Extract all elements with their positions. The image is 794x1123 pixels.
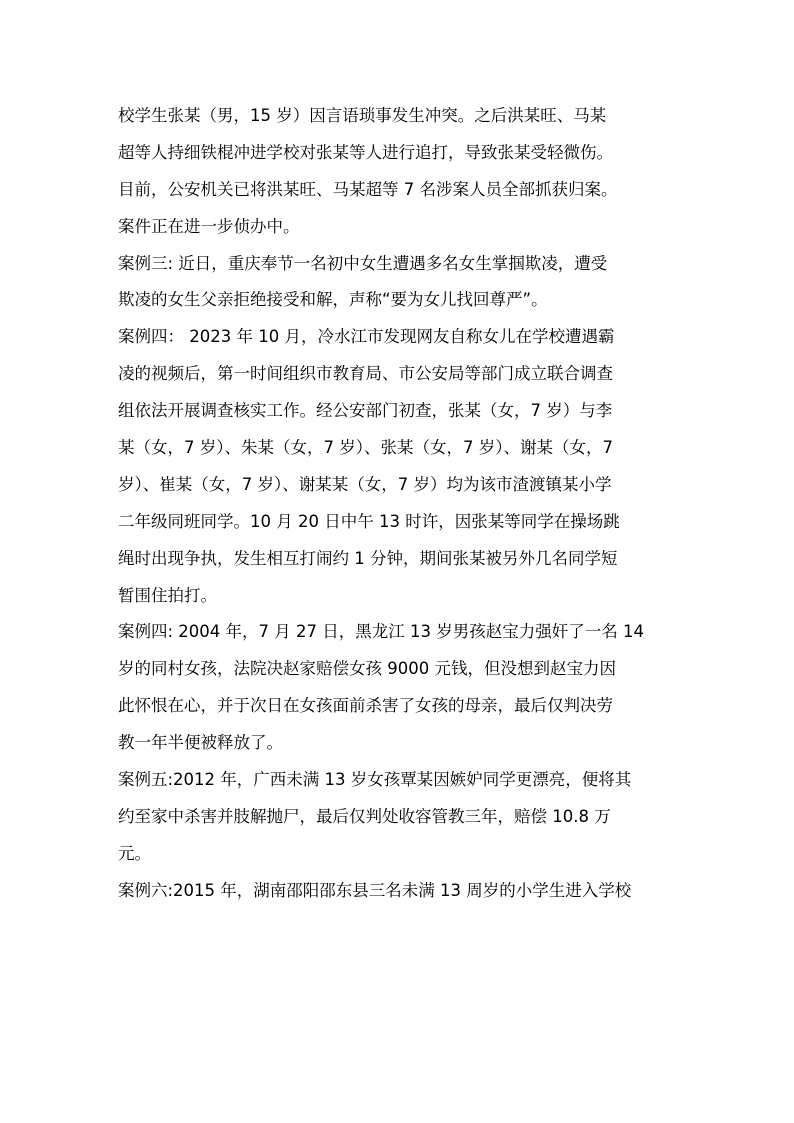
- text-line: 超等人持细铁棍冲进学校对张某等人进行追打，导致张某受轻微伤。: [118, 142, 613, 162]
- text-line: 二年级同班同学。10 月 20 日中午 13 时许，因张某等同学在操场跳: [118, 511, 620, 531]
- text-line: 岁的同村女孩，法院决赵家赔偿女孩 9000 元钱，但没想到赵宝力因: [118, 659, 616, 679]
- text-line: 组依法开展调查核实工作。经公安部门初查，张某（女，7 岁）与李: [118, 401, 613, 421]
- text-line: 岁）、崔某（女，7 岁）、谢某某（女，7 岁）均为该市渣渡镇某小学: [118, 474, 612, 494]
- document-body: [118, 98, 678, 910]
- text-line: 此怀恨在心，并于次日在女孩面前杀害了女孩的母亲，最后仅判决劳: [118, 696, 613, 716]
- text-line: 约至家中杀害并肢解抛尸，最后仅判处收容管教三年，赔偿 10.8 万: [118, 806, 611, 826]
- text-line: 目前，公安机关已将洪某旺、马某超等 7 名涉案人员全部抓获归案。: [118, 179, 618, 199]
- text-line: 暂围住拍打。: [118, 585, 217, 605]
- text-line: 校学生张某（男，15 岁）因言语琐事发生冲突。之后洪某旺、马某: [118, 106, 607, 125]
- text-line: 案例六:2015 年，湖南邵阳邵东县三名未满 13 周岁的小学生进入学校: [118, 880, 632, 900]
- text-line: 案件正在进一步侦办中。: [118, 216, 300, 236]
- text-line: 案例五:2012 年，广西未满 13 岁女孩覃某因嫉妒同学更漂亮，便将其: [118, 770, 632, 790]
- text-line: 绳时出现争执，发生相互打闹约 1 分钟，期间张某被另外几名同学短: [118, 548, 618, 568]
- text-line: 某（女，7 岁）、朱某（女，7 岁）、张某（女，7 岁）、谢某（女，7: [118, 438, 613, 458]
- text-line: 教一年半便被释放了。: [118, 733, 283, 753]
- text-line: 案例三: 近日，重庆奉节一名初中女生遭遇多名女生掌掴欺凌，遭受: [118, 253, 608, 273]
- text-line: 案例四： 2023 年 10 月，冷水江市发现网友自称女儿在学校遭遇霸: [118, 327, 615, 347]
- text-line: 凌的视频后，第一时间组织市教育局、市公安局等部门成立联合调查: [118, 364, 613, 384]
- text-line: 欺凌的女生父亲拒绝接受和解，声称“要为女儿找回尊严”。: [118, 290, 548, 310]
- text-line: 案例四: 2004 年，7 月 27 日，黑龙江 13 岁男孩赵宝力强奸了一名 14: [118, 622, 644, 642]
- text-line: 元。: [118, 843, 151, 863]
